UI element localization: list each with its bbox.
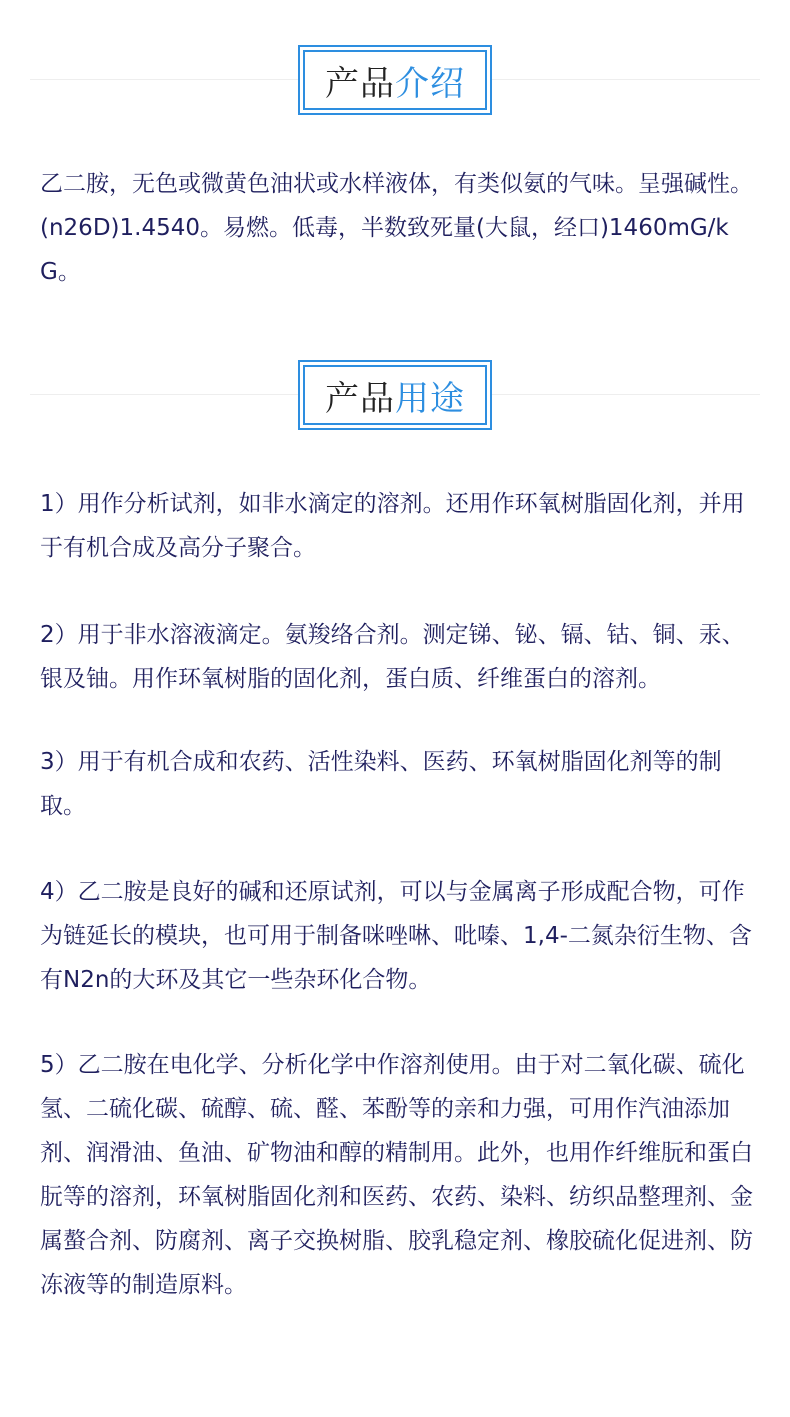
- intro-title-part1: 产品: [325, 63, 395, 104]
- usage-title: [303, 365, 487, 425]
- intro-paragraph: 乙二胺，无色或微黄色油状或水样液体，有类似氨的气味。呈强碱性。(n26D)1.4540。易燃。低毒，半数致死量(大鼠，经口)1460mG/kG。: [40, 171, 753, 285]
- usage-title-part1: 产品: [325, 378, 395, 419]
- usage-title-box: [298, 360, 492, 430]
- usage-section-header: [0, 355, 790, 435]
- usage-item-5: 5）乙二胺在电化学、分析化学中作溶剂使用。由于对二氧化碳、硫化氢、二硫化碳、硫醇、硫、醛、苯酚等的亲和力强，可用作汽油添加剂、润滑油、鱼油、矿物油和醇的精制用。此外，也用作纤维朊和蛋白朊等的溶剂，环氧树脂固化剂和医药、农药、染料、纺织品整理剂、金属螯合剂、防腐剂、离子交换树脂、胶乳稳定剂、橡胶硫化促进剂、防冻液等的制造原料。: [40, 1052, 753, 1298]
- usage-title-part2: 用途: [395, 378, 465, 419]
- usage-item-3: 3）用于有机合成和农药、活性染料、医药、环氧树脂固化剂等的制取。: [40, 749, 722, 819]
- usage-item-4: 4）乙二胺是良好的碱和还原试剂，可以与金属离子形成配合物，可作为链延长的模块，也可用于制备咪唑啉、吡嗪、1,4-二氮杂衍生物、含有N2n的大环及其它一些杂环化合物。: [40, 879, 752, 993]
- intro-title-part2: 介绍: [395, 63, 465, 104]
- intro-section-header: [0, 40, 790, 120]
- intro-title-box: [298, 45, 492, 115]
- usage-item-1: 1）用作分析试剂，如非水滴定的溶剂。还用作环氧树脂固化剂，并用于有机合成及高分子聚合。: [40, 491, 745, 561]
- usage-item-2: 2）用于非水溶液滴定。氨羧络合剂。测定锑、铋、镉、钴、铜、汞、银及铀。用作环氧树脂的固化剂，蛋白质、纤维蛋白的溶剂。: [40, 622, 745, 692]
- intro-title: [303, 50, 487, 110]
